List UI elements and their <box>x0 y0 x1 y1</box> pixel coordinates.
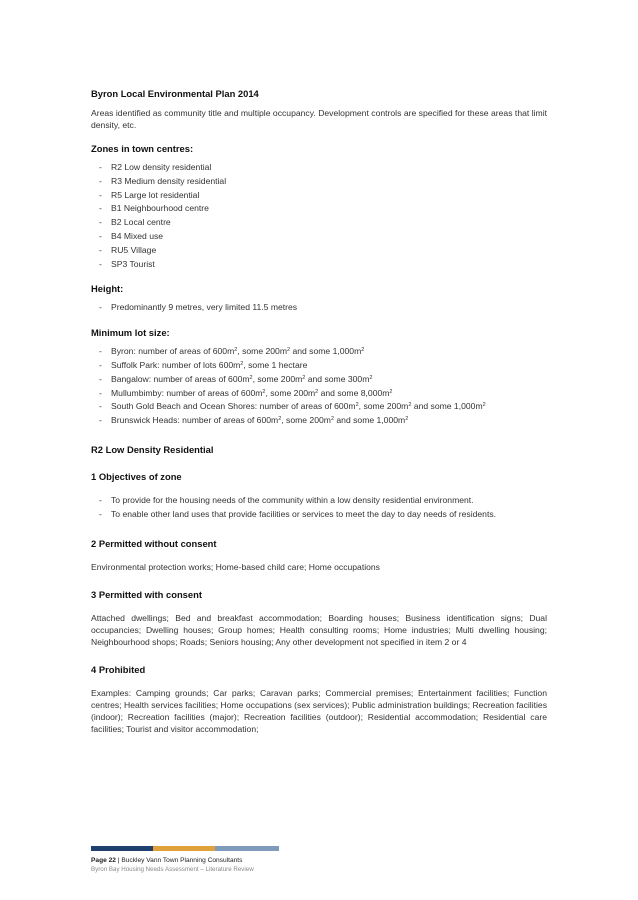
list-item: - B2 Local centre <box>91 216 547 230</box>
zones-heading: Zones in town centres: <box>91 143 194 154</box>
permitted-without-consent-text: Environmental protection works; Home-based child care; Home occupations <box>91 561 380 572</box>
footer-bar-segment <box>215 846 279 851</box>
footer-firm: Buckley Vann Town Planning Consultants <box>121 857 243 864</box>
page-footer <box>91 846 391 873</box>
list-item: - Suffolk Park: number of lots $600m^2$, some 1 hectare <box>91 359 547 373</box>
list-item: - South Gold Beach and Ocean Shores: number of areas of $600m^2$, some $200m^2$ and some $1,000m^2$ <box>91 400 547 414</box>
objectives-list <box>91 494 547 522</box>
document-page <box>91 88 547 735</box>
list-item: - To enable other land uses that provide facilities or services to meet the day to day needs of residents. <box>91 508 547 522</box>
footer-color-bar <box>91 846 279 851</box>
prohibited-text: Examples: Camping grounds; Car parks; Caravan parks; Commercial premises; Entertainment facilities; Function centres; Health services facilities; Home occupations (sex services); Public administration buildings; Recreation facilities (indoor); Recreation facilities (major); Recreation facilities (outdoor); Residential accommodation; Residential care facilities; Tourist and visitor accommodation; <box>91 687 547 734</box>
list-item: - Byron: number of areas of $600m^2$, some $200m^2$ and some $1,000m^2$ <box>91 345 547 359</box>
list-item: - R2 Low density residential <box>91 161 547 175</box>
height-list <box>91 301 547 315</box>
list-item: - Brunswick Heads: number of areas of $600m^2$, some $200m^2$ and some $1,000m^2$ <box>91 414 547 428</box>
document-title: Byron Local Environmental Plan 2014 <box>91 88 259 99</box>
prohibited-heading: 4 Prohibited <box>91 663 146 675</box>
lot-size-heading: Minimum lot size: <box>91 327 170 339</box>
permitted-without-consent-heading: 2 Permitted without consent <box>91 537 217 549</box>
objectives-heading: 1 Objectives of zone <box>91 470 182 482</box>
list-item: - R3 Medium density residential <box>91 175 547 189</box>
footer-bar-segment <box>91 846 153 851</box>
list-item: - B4 Mixed use <box>91 230 547 244</box>
list-item: - B1 Neighbourhood centre <box>91 202 547 216</box>
permitted-with-consent-text: Attached dwellings; Bed and breakfast accommodation; Boarding houses; Business identification signs; Dual occupancies; Dwelling houses; Group homes; Health consulting rooms; Home industries; Multi dwelling housing; Neighbourhood shops; Roads; Seniors housing; Any other development not specified in item 2 or 4 <box>91 612 547 647</box>
footer-page-line: Page 22 | Buckley Vann Town Planning Consultants <box>91 857 243 864</box>
r2-heading: R2 Low Density Residential <box>91 443 214 455</box>
zones-list <box>91 161 547 271</box>
list-item: - To provide for the housing needs of the community within a low density residential environment. <box>91 494 547 508</box>
list-item: - SP3 Tourist <box>91 258 547 272</box>
list-item: - Predominantly 9 metres, very limited 11.5 metres <box>91 301 547 315</box>
height-heading: Height: <box>91 283 124 295</box>
list-item: - RU5 Village <box>91 244 547 258</box>
footer-bar-segment <box>153 846 215 851</box>
list-item: - Mullumbimby: number of areas of $600m^2$, some $200m^2$ and some $8,000m^2$ <box>91 387 547 401</box>
permitted-with-consent-heading: 3 Permitted with consent <box>91 588 202 600</box>
intro-paragraph: Areas identified as community title and multiple occupancy. Development controls are specified for these areas that limit density, etc. <box>91 108 547 130</box>
lot-size-list <box>91 345 547 428</box>
list-item: - Bangalow: number of areas of $600m^2$, some $200m^2$ and some $300m^2$ <box>91 373 547 387</box>
footer-document-title: Byron Bay Housing Needs Assessment – Literature Review <box>91 866 254 873</box>
list-item: - R5 Large lot residential <box>91 189 547 203</box>
page-number: Page 22 <box>91 857 116 864</box>
